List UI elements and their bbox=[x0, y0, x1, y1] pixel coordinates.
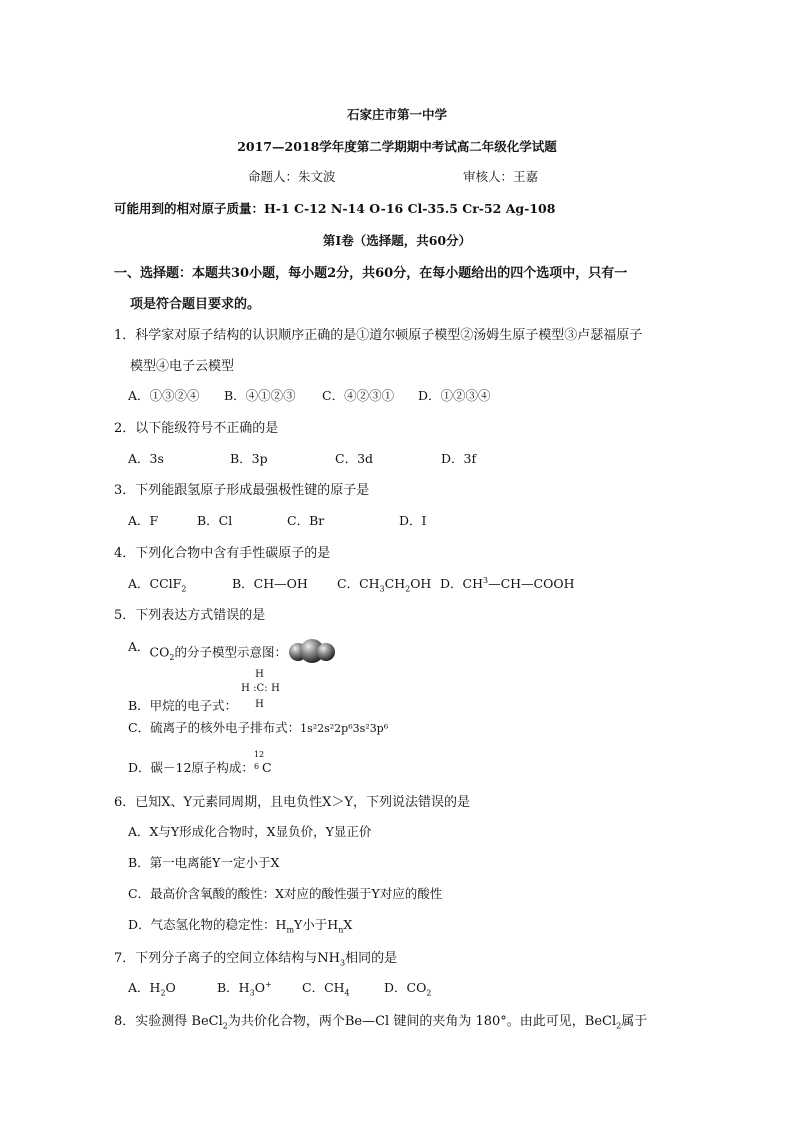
q7-b-sup: + bbox=[264, 979, 272, 989]
q2-option-d: D．3f bbox=[441, 451, 477, 466]
q7-stem-post: 相同的是 bbox=[345, 951, 398, 966]
methane-electron-formula bbox=[241, 669, 285, 715]
nuclide-number: 6 bbox=[253, 762, 260, 771]
q1-stem-line1: 1．科学家对原子结构的认识顺序正确的是①道尔顿原子模型②汤姆生原子模型③卢瑟福原子 bbox=[114, 328, 643, 343]
q4-c-sub2: 2 bbox=[405, 584, 411, 594]
q4-c-pre: C．CH bbox=[337, 576, 380, 591]
co2-model-image bbox=[289, 636, 335, 670]
q7-a-sub: 2 bbox=[160, 988, 166, 998]
q5-b-text: B．甲烷的电子式： bbox=[128, 697, 238, 713]
q6-option-d bbox=[128, 915, 352, 935]
q6-d-sub2: n bbox=[338, 925, 344, 935]
section-title: 第Ⅰ卷（选择题，共60分） bbox=[322, 233, 472, 248]
q5-a-post: 的分子模型示意图： bbox=[174, 644, 287, 660]
q5-d-text: D．碳－12原子构成： bbox=[128, 759, 254, 775]
instructions-line1: 一、选择题：本题共30小题，每小题2分，共60分，在每小题给出的四个选项中，只有一 bbox=[114, 266, 628, 281]
q4-option-a bbox=[128, 574, 186, 594]
q7-d-sub: 2 bbox=[426, 988, 432, 998]
reviewer: 审核人：王嘉 bbox=[463, 169, 539, 184]
q8-pre: 8．实验测得 BeCl bbox=[114, 1014, 223, 1029]
q2-stem: 2．以下能级符号不正确的是 bbox=[114, 421, 279, 436]
q4-option-b: B．CH—OH bbox=[232, 576, 308, 591]
q8-sub2: 2 bbox=[616, 1021, 622, 1031]
atomic-masses-text: 可能用到的相对原子质量：H-1 C-12 N-14 O-16 Cl-35.5 Cr-52 Ag-108 bbox=[114, 201, 556, 216]
q4-d-post: —CH—COOH bbox=[488, 576, 575, 591]
q3-option-d: D．I bbox=[399, 513, 427, 528]
q6-d-pre: D．气态氢化物的稳定性：H bbox=[128, 917, 287, 932]
q7-option-a bbox=[128, 978, 176, 998]
q5-a-sub: 2 bbox=[169, 653, 175, 662]
q5-option-d bbox=[128, 750, 272, 774]
q7-a-post: O bbox=[165, 980, 176, 995]
q7-a-pre: A．H bbox=[128, 980, 161, 995]
q4-c-sub: 3 bbox=[379, 584, 385, 594]
q4-option-c bbox=[337, 574, 431, 594]
q4-c-post: CH bbox=[384, 576, 406, 591]
q4-a-text: A．CCl bbox=[128, 576, 173, 591]
q3-option-c: C．Br bbox=[287, 513, 325, 528]
q8-mid: 为共价化合物，两个Be—Cl 键间的夹角为 180°。由此可见，BeCl bbox=[227, 1014, 617, 1029]
methane-h-right: H bbox=[271, 683, 280, 694]
q7-b-post: O bbox=[254, 980, 265, 995]
q5-option-b bbox=[128, 669, 285, 715]
q4-a-f: F bbox=[172, 576, 182, 591]
q1-stem-line2: 模型④电子云模型 bbox=[130, 359, 235, 374]
q2-option-b: B．3p bbox=[230, 451, 268, 466]
q7-option-d bbox=[384, 978, 431, 998]
q5-option-c bbox=[128, 718, 388, 736]
q4-a-sub: 2 bbox=[181, 584, 187, 594]
q1-option-a: A．①③②④ bbox=[128, 388, 200, 403]
q1-option-b: B．④①②③ bbox=[224, 388, 296, 403]
q8-post: 属于 bbox=[621, 1014, 648, 1029]
q2-option-a: A．3s bbox=[128, 451, 164, 466]
q7-stem-sub: 3 bbox=[339, 958, 346, 968]
q3-option-a: A．F bbox=[128, 513, 159, 528]
author: 命题人：朱文波 bbox=[248, 169, 336, 184]
q5-a-pre: CO bbox=[149, 644, 170, 660]
methane-h-bottom: H bbox=[255, 699, 264, 710]
q6-option-b: B．第一电离能Y一定小于X bbox=[128, 855, 280, 870]
q5-c-text: C．硫离子的核外电子排布式： bbox=[128, 720, 301, 735]
q7-b-pre: B．H bbox=[217, 980, 250, 995]
methane-h-top: H bbox=[255, 669, 264, 680]
q7-b-sub: 3 bbox=[249, 988, 255, 998]
q7-c-pre: C．CH bbox=[302, 980, 345, 995]
q6-option-a: A．X与Y形成化合物时，X显负价，Y显正价 bbox=[128, 824, 372, 839]
school-name: 石家庄市第一中学 bbox=[346, 107, 447, 122]
atomic-masses bbox=[114, 199, 555, 217]
q7-stem bbox=[114, 947, 397, 968]
q6-d-mid: Y小于H bbox=[294, 917, 339, 932]
instructions-line2: 项是符合题目要求的。 bbox=[130, 297, 261, 312]
q7-c-sub: 4 bbox=[344, 988, 350, 998]
q4-d-pre: D．CH bbox=[440, 576, 483, 591]
exam-title: 2017—2018学年度第二学期期中考试高二年级化学试题 bbox=[237, 139, 557, 154]
nuclide-symbol: C bbox=[261, 759, 272, 775]
methane-c: :C: bbox=[253, 683, 268, 694]
q2-option-c: C．3d bbox=[335, 451, 374, 466]
q5-c-config: 1s²2s²2p⁶3s²3p⁶ bbox=[300, 722, 389, 735]
methane-h-left: H bbox=[241, 683, 250, 694]
q7-stem-pre: 7．下列分子离子的空间立体结构与NH bbox=[114, 951, 340, 966]
q8-stem bbox=[114, 1010, 647, 1031]
q7-option-b bbox=[217, 978, 272, 998]
nuclide-mass: 12 bbox=[253, 750, 265, 759]
q6-stem: 6．已知X、Y元素同周期，且电负性X＞Y，下列说法错误的是 bbox=[114, 795, 470, 810]
q4-d-sup: 3 bbox=[483, 575, 489, 585]
q6-d-end: X bbox=[343, 917, 353, 932]
q1-option-c: C．④②③① bbox=[322, 388, 395, 403]
q7-d-pre: D．CO bbox=[384, 980, 427, 995]
carbon12-nuclide bbox=[253, 750, 265, 774]
q3-option-b: B．Cl bbox=[197, 513, 233, 528]
q4-stem: 4．下列化合物中含有手性碳原子的是 bbox=[114, 546, 331, 561]
q6-d-sub1: m bbox=[286, 925, 295, 935]
q6-option-c: C．最高价含氧酸的酸性：X对应的酸性强于Y对应的酸性 bbox=[128, 886, 443, 901]
q4-c-end: OH bbox=[410, 576, 432, 591]
q5-a-label: A． bbox=[128, 638, 150, 654]
q1-option-d: D．①②③④ bbox=[418, 388, 491, 403]
q5-option-a bbox=[128, 636, 335, 670]
q8-sub1: 2 bbox=[222, 1021, 228, 1031]
q3-stem: 3．下列能跟氢原子形成最强极性键的原子是 bbox=[114, 483, 370, 498]
q7-option-c bbox=[302, 978, 350, 998]
q4-option-d bbox=[440, 574, 575, 592]
q5-stem: 5．下列表达方式错误的是 bbox=[114, 608, 266, 623]
